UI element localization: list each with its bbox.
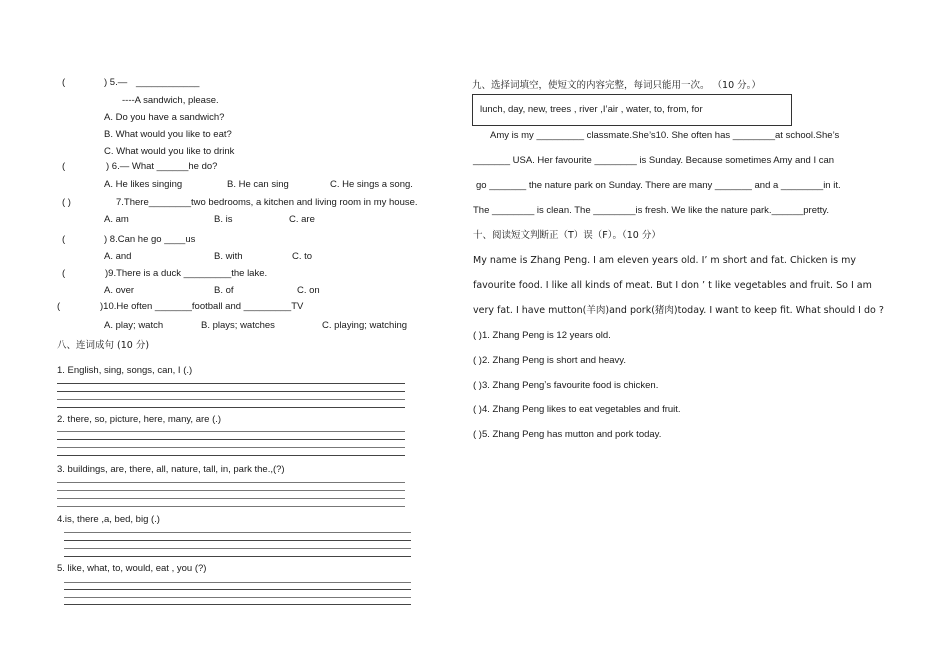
- q6-option-a[interactable]: A. He likes singing: [104, 179, 183, 190]
- q5-bracket: (: [62, 77, 66, 88]
- answer-line[interactable]: [57, 439, 405, 440]
- answer-line[interactable]: [64, 582, 411, 583]
- q10-bracket: (: [57, 301, 61, 312]
- answer-line[interactable]: [64, 532, 411, 533]
- section8-title: 八、连词成句 (10 分): [57, 340, 150, 351]
- q7-option-a[interactable]: A. am: [104, 214, 129, 225]
- q9-stem: )9.There is a duck _________the lake.: [105, 268, 268, 279]
- reading-line: very fat. I have mutton(羊肉)and pork(猪肉)today. I want to keep fit. What should I do ?: [473, 305, 884, 316]
- q10-option-b[interactable]: B. plays; watches: [201, 320, 275, 331]
- q10-option-a[interactable]: A. play; watch: [104, 320, 164, 331]
- sentence-2: 2. there, so, picture, here, many, are (.): [57, 414, 222, 425]
- answer-line[interactable]: [57, 506, 405, 507]
- answer-line[interactable]: [57, 447, 405, 448]
- sentence-5: 5. like, what, to, would, eat , you (?): [57, 563, 207, 574]
- answer-line[interactable]: [57, 455, 405, 456]
- passage-line: go _______ the nature park on Sunday. There are many _______ and a ________in it.: [476, 180, 841, 191]
- q8-bracket: (: [62, 234, 66, 245]
- passage-line: Amy is my _________ classmate.She’s10. She often has ________at school.She’s: [490, 130, 840, 141]
- reading-line: favourite food. I like all kinds of meat. But I don ’ t like vegetables and fruit. So I am: [473, 280, 872, 291]
- answer-line[interactable]: [57, 399, 405, 400]
- answer-line[interactable]: [57, 431, 405, 432]
- sentence-1: 1. English, sing, songs, can, I (.): [57, 365, 193, 376]
- judgement-item[interactable]: ( )2. Zhang Peng is short and heavy.: [473, 355, 626, 366]
- answer-line[interactable]: [64, 556, 411, 557]
- answer-line[interactable]: [57, 490, 405, 491]
- q6-option-b[interactable]: B. He can sing: [227, 179, 289, 190]
- answer-line[interactable]: [64, 548, 411, 549]
- section10-title: 十、阅读短文判断正（T）误（F）。（10 分）: [473, 230, 661, 241]
- q7-bracket: ( ): [62, 197, 71, 208]
- q8-option-b[interactable]: B. with: [214, 251, 243, 262]
- q5-option-a[interactable]: A. Do you have a sandwich?: [104, 112, 225, 123]
- judgement-item[interactable]: ( )4. Zhang Peng likes to eat vegetables and fruit.: [473, 404, 681, 415]
- q5-option-b[interactable]: B. What would you like to eat?: [104, 129, 232, 140]
- q7-stem: 7.There________two bedrooms, a kitchen and living room in my house.: [116, 197, 418, 208]
- answer-line[interactable]: [64, 589, 411, 590]
- passage-line: _______ USA. Her favourite ________ is Sunday. Because sometimes Amy and I can: [473, 155, 835, 166]
- q9-option-b[interactable]: B. of: [214, 285, 234, 296]
- q8-option-c[interactable]: C. to: [292, 251, 313, 262]
- answer-line[interactable]: [64, 604, 411, 605]
- q5-answer-line: ----A sandwich, please.: [122, 95, 219, 106]
- q5-blank[interactable]: ____________: [136, 77, 200, 88]
- q6-option-c[interactable]: C. He sings a song.: [330, 179, 413, 190]
- word-bank: lunch, day, new, trees , river ,I’air , water, to, from, for: [480, 104, 703, 115]
- q9-option-c[interactable]: C. on: [297, 285, 320, 296]
- answer-line[interactable]: [64, 540, 411, 541]
- q8-stem: ) 8.Can he go ____us: [104, 234, 196, 245]
- q8-option-a[interactable]: A. and: [104, 251, 132, 262]
- q6-bracket: (: [62, 161, 66, 172]
- q7-option-c[interactable]: C. are: [289, 214, 315, 225]
- section9-title: 九、选择词填空，使短文的内容完整，每词只能用一次。 （10 分。）: [472, 80, 761, 91]
- q10-option-c[interactable]: C. playing; watching: [322, 320, 408, 331]
- answer-line[interactable]: [57, 391, 405, 392]
- answer-line[interactable]: [64, 597, 411, 598]
- q9-bracket: (: [62, 268, 66, 279]
- passage-line: The ________ is clean. The ________is fresh. We like the nature park.______pretty.: [473, 205, 829, 216]
- answer-line[interactable]: [57, 383, 405, 384]
- q9-option-a[interactable]: A. over: [104, 285, 135, 296]
- reading-line: My name is Zhang Peng. I am eleven years old. I’ m short and fat. Chicken is my: [473, 255, 857, 266]
- sentence-4: 4.is, there ,a, bed, big (.): [57, 514, 160, 525]
- sentence-3: 3. buildings, are, there, all, nature, tall, in, park the.,(?): [57, 464, 285, 475]
- q10-stem: )10.He often _______football and _________TV: [100, 301, 304, 312]
- judgement-item[interactable]: ( )1. Zhang Peng is 12 years old.: [473, 330, 611, 341]
- judgement-item[interactable]: ( )3. Zhang Pengʼs favourite food is chicken.: [473, 380, 659, 391]
- q5-option-c[interactable]: C. What would you like to drink: [104, 146, 235, 157]
- q7-option-b[interactable]: B. is: [214, 214, 233, 225]
- answer-line[interactable]: [57, 482, 405, 483]
- judgement-item[interactable]: ( )5. Zhang Peng has mutton and pork today.: [473, 429, 662, 440]
- answer-line[interactable]: [57, 498, 405, 499]
- answer-line[interactable]: [57, 407, 405, 408]
- q6-stem: ) 6.— What ______he do?: [106, 161, 218, 172]
- q5-number: ) 5.—: [104, 77, 128, 88]
